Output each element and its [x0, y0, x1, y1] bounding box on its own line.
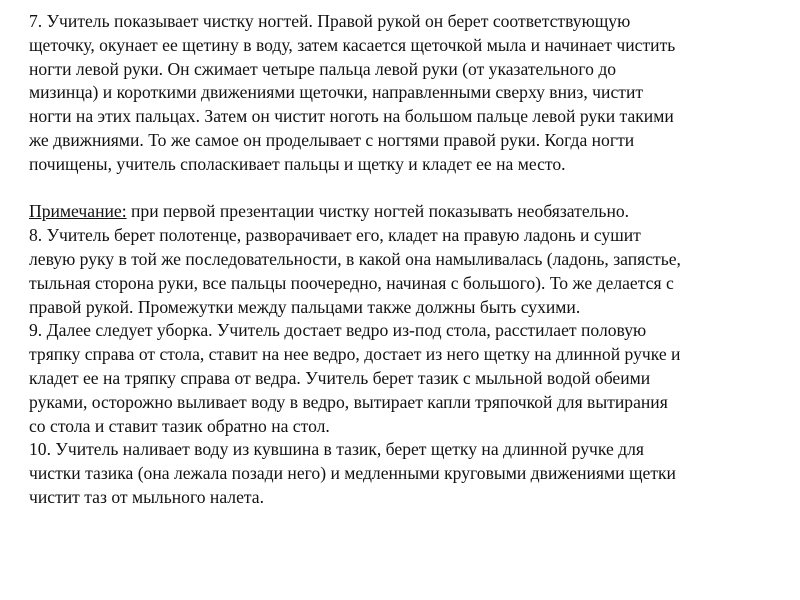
text-line: тыльная сторона руки, все пальцы поочередно, начиная с большого). То же делается с	[29, 272, 674, 293]
text-line: мизинца) и короткими движениями щеточки, направленными сверху вниз, чистит	[29, 82, 644, 103]
text-line: ногти на этих пальцах. Затем он чистит ноготь на большом пальце левой руки такими	[29, 106, 674, 127]
text-line: же движниями. То же самое он проделывает с ногтями правой руки. Когда ногти	[29, 129, 635, 150]
paragraph-gap	[29, 177, 779, 201]
text-line: левую руку в той же последовательности, в какой она намыливалась (ладонь, запястье,	[29, 248, 681, 269]
text-line: 8. Учитель берет полотенце, разворачивает его, кладет на правую ладонь и сушит	[29, 225, 641, 246]
step-7-paragraph	[29, 10, 779, 177]
text-line: почищены, учитель споласкивает пальцы и щетку и кладет ее на место.	[29, 153, 566, 174]
text-line: правой рукой. Промежутки между пальцами также должны быть сухими.	[29, 296, 581, 317]
note-label: Примечание:	[29, 201, 127, 222]
note-paragraph	[29, 200, 779, 224]
document-page	[29, 10, 779, 510]
text-line: 9. Далее следует уборка. Учитель достает ведро из-под стола, расстилает половую	[29, 320, 647, 341]
text-line: тряпку справа от стола, ставит на нее ведро, достает из него щетку на длинной ручке и	[29, 344, 681, 365]
text-line: 7. Учитель показывает чистку ногтей. Правой рукой он берет соответствующую	[29, 11, 631, 31]
note-text: при первой презентации чистку ногтей показывать необязательно.	[126, 201, 630, 222]
step-8-paragraph	[29, 224, 779, 319]
step-9-paragraph	[29, 319, 779, 438]
text-line: чистки тазика (она лежала позади него) и медленными круговыми движениями щетки	[29, 463, 676, 484]
text-line: 10. Учитель наливает воду из кувшина в тазик, берет щетку на длинной ручке для	[29, 439, 644, 460]
text-line: кладет ее на тряпку справа от ведра. Учитель берет тазик с мыльной водой обеими	[29, 367, 651, 388]
text-line: ногти левой руки. Он сжимает четыре пальца левой руки (от указательного до	[29, 58, 617, 79]
note-line	[29, 200, 779, 224]
text-line: щеточку, окунает ее щетину в воду, затем касается щеточкой мыла и начинает чистить	[29, 34, 676, 55]
text-line: руками, осторожно выливает воду в ведро, вытирает капли тряпочкой для вытирания	[29, 391, 668, 412]
text-line: со стола и ставит тазик обратно на стол.	[29, 415, 330, 436]
step-10-paragraph	[29, 438, 779, 509]
text-line: чистит таз от мыльного налета.	[29, 486, 264, 507]
